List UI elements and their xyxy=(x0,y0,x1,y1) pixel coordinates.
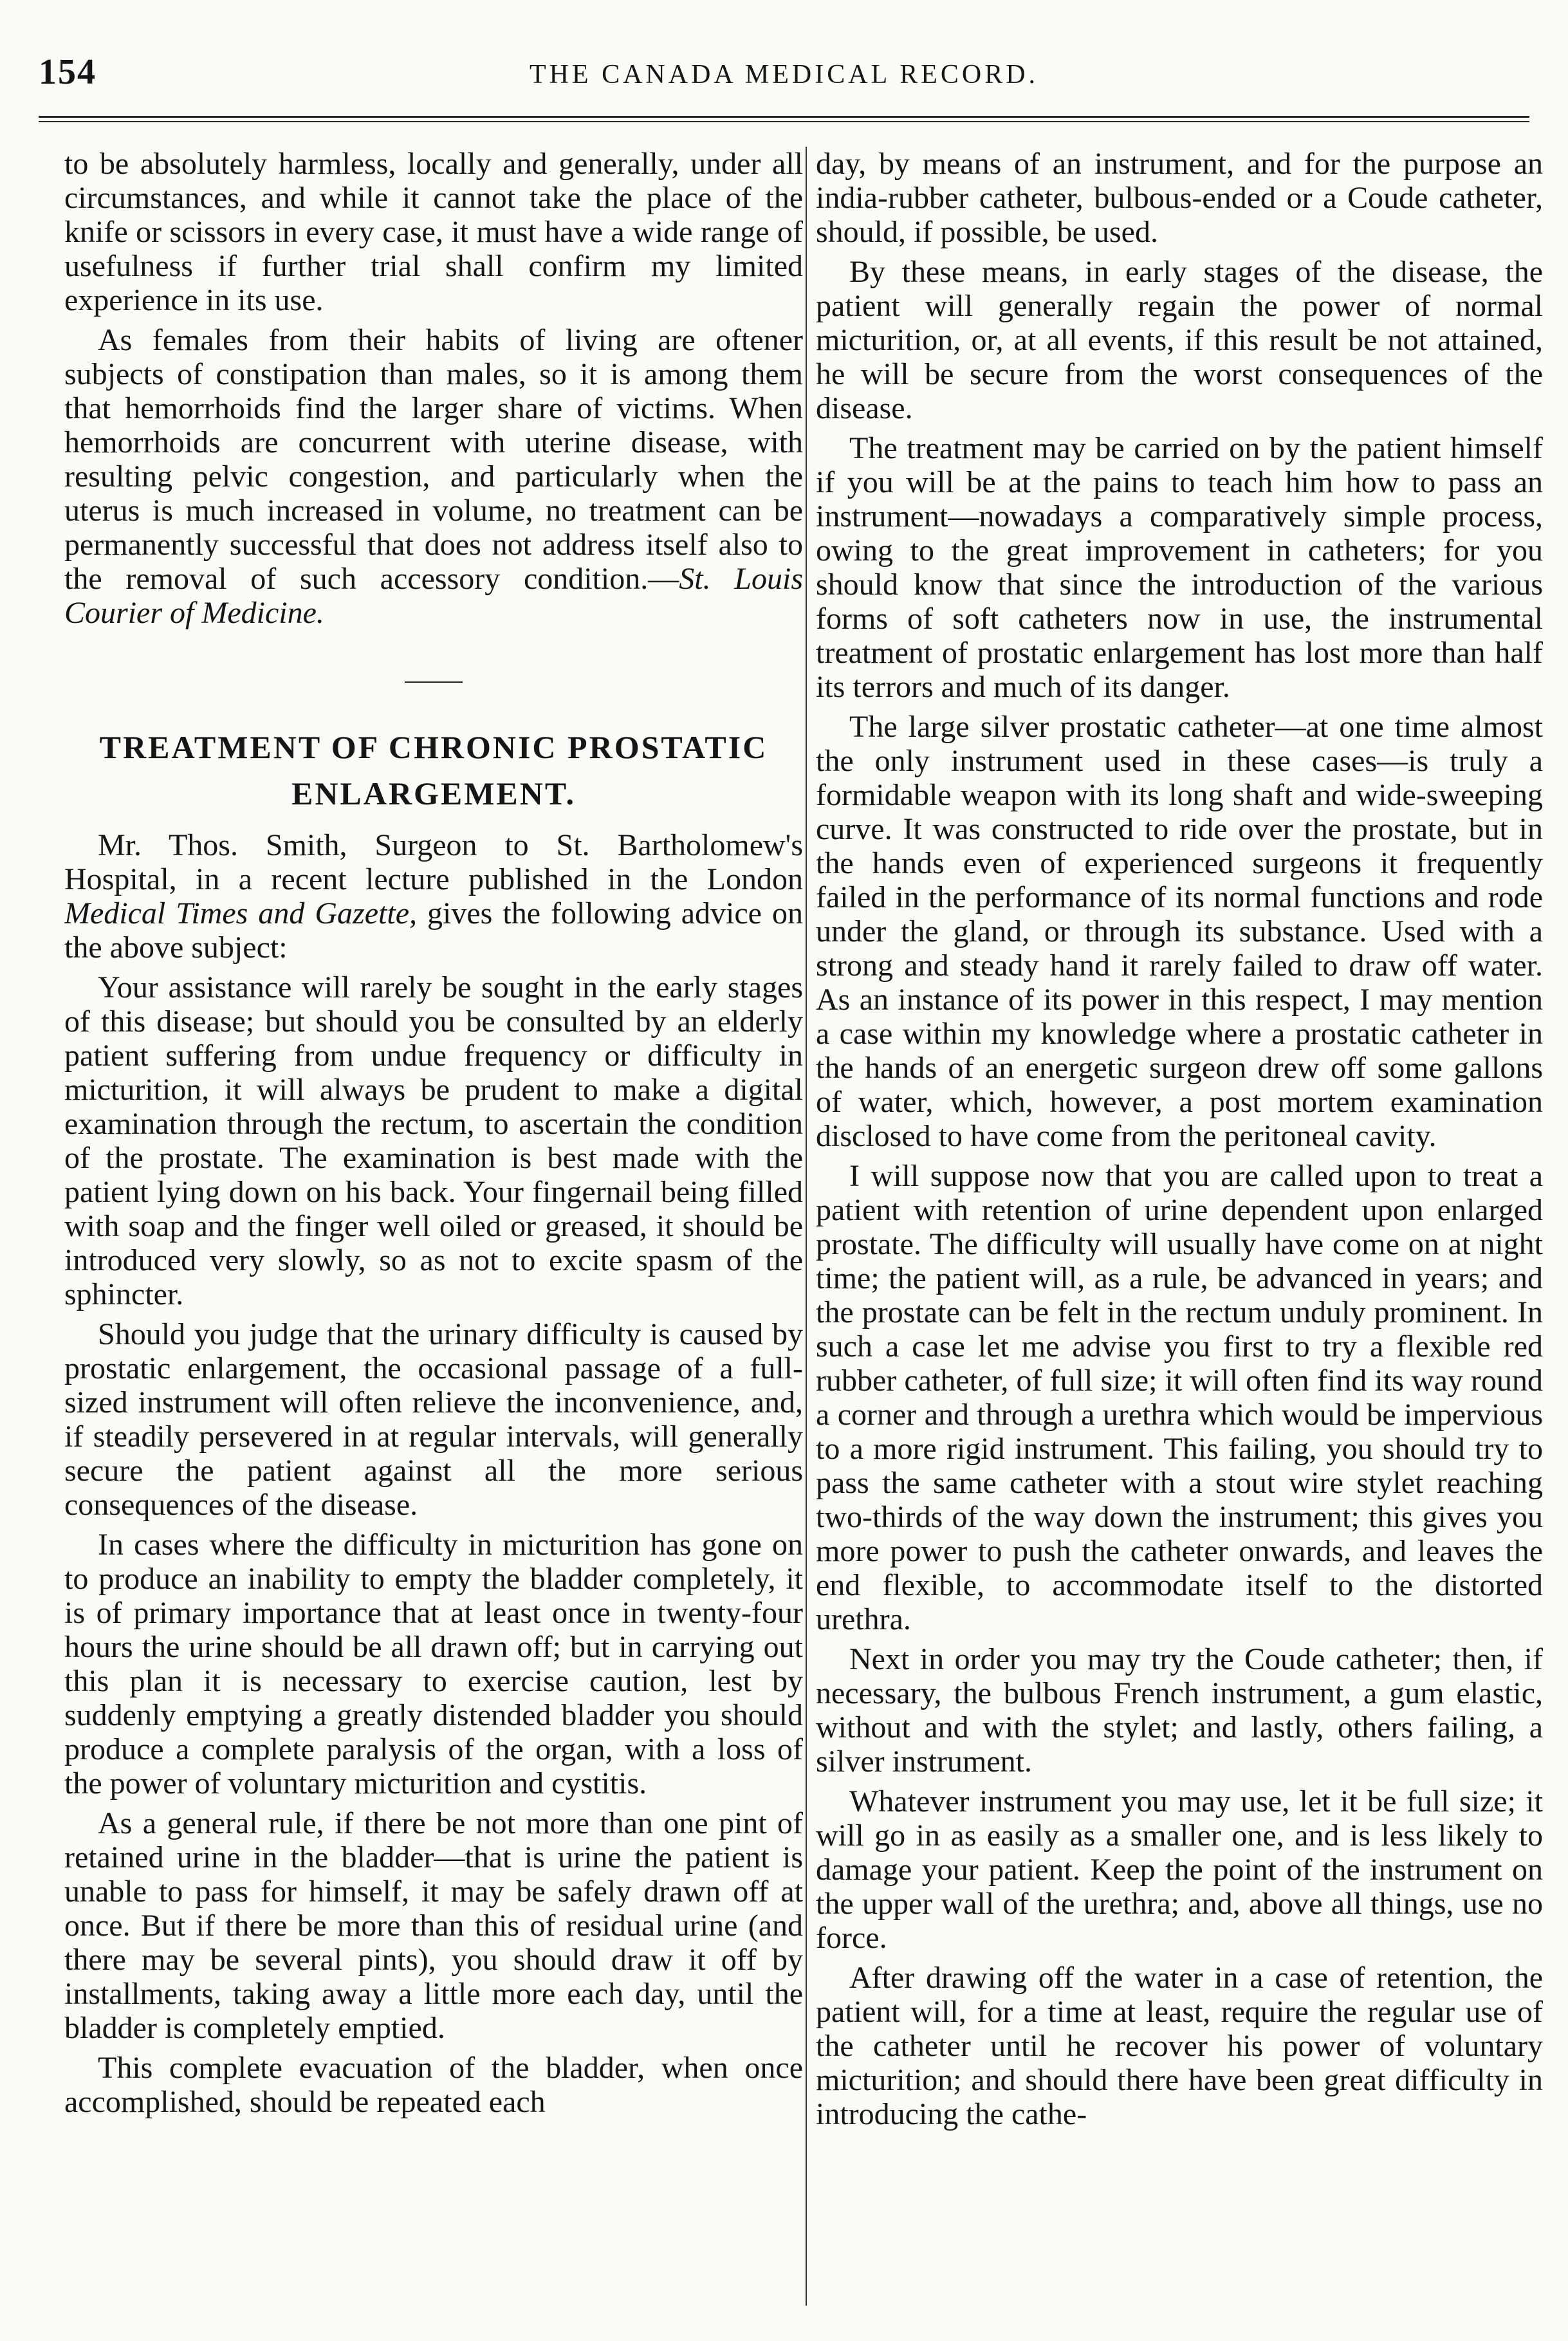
page-number: 154 xyxy=(39,52,97,92)
paragraph: Should you judge that the urinary difficulty is caused by prostatic enlargement, the occasional passage of a full-sized instrument will often relieve the inconvenience, and, if steadily persevered in at regular intervals, will generally secure the patient against all the more serious consequences of the disease. xyxy=(64,1317,803,1522)
header-rule-secondary xyxy=(39,121,1529,122)
article-heading xyxy=(64,724,803,817)
paragraph-text: Mr. Thos. Smith, Surgeon to St. Bartholomew's Hospital, in a recent lecture published in the London xyxy=(64,828,803,896)
paragraph-text: As females from their habits of living are oftener subjects of constipation than males, so it is among them that hemorrhoids find the larger share of victims. When hemorrhoids are concurrent with uterine disease, with resulting pelvic congestion, and particularly when the uterus is much increased in volume, no treatment can be permanently successful that does not address itself also to the removal of such accessory condition.— xyxy=(64,323,803,596)
paragraph-text: gives the following advice on the above subject: xyxy=(64,896,803,965)
journal-name: Medical Times and Gazette, xyxy=(64,896,417,930)
article-heading-line: TREATMENT OF CHRONIC PROSTATIC xyxy=(99,729,768,765)
paragraph: By these means, in early stages of the disease, the patient will generally regain the power of normal micturition, or, at all events, if this result be not attained, he will be secure from the worst consequences of the disease. xyxy=(816,255,1543,425)
running-title: THE CANADA MEDICAL RECORD. xyxy=(529,60,1039,89)
paragraph: After drawing off the water in a case of retention, the patient will, for a time at least, require the regular use of the catheter until he recover his power of voluntary micturition; and should there have been great difficulty in introducing the cathe- xyxy=(816,1961,1543,2131)
section-divider xyxy=(405,681,463,683)
paragraph: Your assistance will rarely be sought in the early stages of this disease; but should you be consulted by an elderly patient suffering from undue frequency or difficulty in micturition, it will always be prudent to make a digital examination through the rectum, to ascertain the condition of the prostate. The examination is best made with the patient lying down on his back. Your fingernail being filled with soap and the finger well oiled or greased, it should be introduced very slowly, so as not to excite spasm of the sphincter. xyxy=(64,970,803,1311)
paragraph: I will suppose now that you are called upon to treat a patient with retention of urine dependent upon enlarged prostate. The difficulty will usually have come on at night time; the patient will, as a rule, be advanced in years; and the prostate can be felt in the rectum unduly prominent. In such a case let me advise you first to try a flexible red rubber catheter, of full size; it will often find its way round a corner and through a urethra which would be impervious to a more rigid instrument. This failing, you should try to pass the same catheter with a stout wire stylet reaching two-thirds of the way down the instrument; this gives you more power to push the catheter onwards, and leaves the end flexible, to accommodate itself to the distorted urethra. xyxy=(816,1159,1543,1636)
paragraph: Next in order you may try the Coude catheter; then, if necessary, the bulbous French instrument, a gum elastic, without and with the stylet; and lastly, others failing, a silver instrument. xyxy=(816,1642,1543,1779)
right-column xyxy=(816,147,1543,2309)
header-rule xyxy=(39,116,1529,118)
paragraph: As a general rule, if there be not more than one pint of retained urine in the bladder—that is urine the patient is unable to pass for himself, it may be safely drawn off at once. But if there be more than this of residual urine (and there may be several pints), you should draw it off by installments, taking away a little more each day, until the bladder is completely emptied. xyxy=(64,1806,803,2045)
paragraph: day, by means of an instrument, and for the purpose an india-rubber catheter, bulbous-ended or a Coude catheter, should, if possible, be used. xyxy=(816,147,1543,249)
paragraph xyxy=(64,323,803,630)
paragraph: Whatever instrument you may use, let it be full size; it will go in as easily as a smaller one, and is less likely to damage your patient. Keep the point of the instrument on the upper wall of the urethra; and, above all things, use no force. xyxy=(816,1784,1543,1955)
paragraph: In cases where the difficulty in micturition has gone on to produce an inability to empty the bladder completely, it is of primary importance that at least once in twenty-four hours the urine should be all drawn off; but in carrying out this plan it is necessary to exercise caution, lest by suddenly emptying a greatly distended bladder you should produce a complete paralysis of the organ, with a loss of the power of voluntary micturition and cystitis. xyxy=(64,1528,803,1800)
column-divider xyxy=(806,147,807,2306)
paragraph: This complete evacuation of the bladder, when once accomplished, should be repeated each xyxy=(64,2051,803,2119)
left-column xyxy=(64,147,803,2309)
paragraph: The large silver prostatic catheter—at one time almost the only instrument used in these cases—is truly a formidable weapon with its long shaft and wide-sweeping curve. It was constructed to ride over the prostate, but in the hands even of experienced surgeons it frequently failed in the performance of its normal functions and rode under the gland, or through its substance. Used with a strong and steady hand it rarely failed to draw off water. As an instance of its power in this respect, I may mention a case within my knowledge where a prostatic catheter in the hands of an energetic surgeon drew off some gallons of water, which, however, a post mortem examination disclosed to have come from the peritoneal cavity. xyxy=(816,710,1543,1153)
paragraph xyxy=(64,828,803,965)
article-heading-line: ENLARGEMENT. xyxy=(291,775,576,811)
page-header xyxy=(39,26,1529,97)
paragraph: The treatment may be carried on by the patient himself if you will be at the pains to teach him how to pass an instrument—nowadays a comparatively simple process, owing to the great improvement in catheters; for you should know that since the introduction of the various forms of soft catheters now in use, the instrumental treatment of prostatic enlargement has lost more than half its terrors and much of its danger. xyxy=(816,431,1543,704)
citation: St. Louis Courier of Medicine. xyxy=(64,562,803,630)
paragraph: to be absolutely harmless, locally and generally, under all circumstances, and while it cannot take the place of the knife or scissors in every case, it must have a wide range of usefulness if further trial shall confirm my limited experience in its use. xyxy=(64,147,803,317)
